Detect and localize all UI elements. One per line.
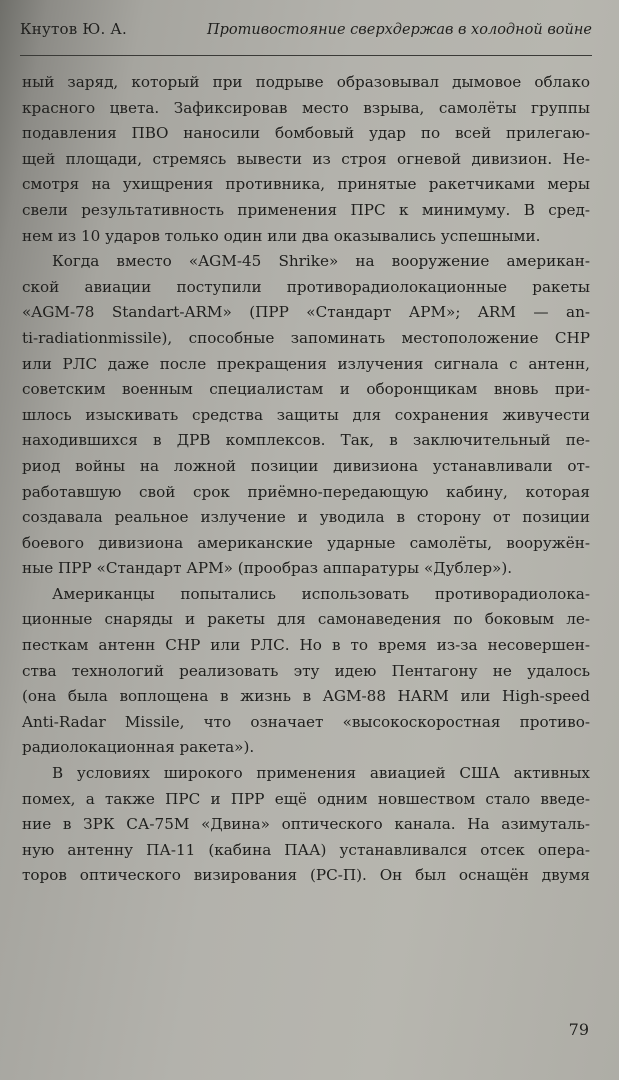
text-line: Американцы попытались использовать противорадиолока- <box>52 584 590 603</box>
header-rule <box>20 55 592 56</box>
text-line: помех, а также ПРС и ПРР ещё одним новшеством стало введе- <box>22 789 590 808</box>
text-line: ный заряд, который при подрыве образовывал дымовое облако <box>22 73 590 91</box>
text-line: щей площади, стремясь вывести из строя огневой дивизион. Не- <box>22 149 590 168</box>
text-line: риод войны на ложной позиции дивизиона устанавливали от- <box>22 456 590 475</box>
text-line: советским военным специалистам и оборонщикам вновь при- <box>22 380 590 399</box>
text-line: ti-radiationmissile), способные запоминать местоположение СНР <box>22 328 590 347</box>
text-line: ской авиации поступили противорадиолокационные ракеты <box>22 277 590 296</box>
text-line: ционные снаряды и ракеты для самонаведения по боковым ле- <box>22 610 590 629</box>
text-line: В условиях широкого применения авиацией США активных <box>52 764 590 783</box>
text-line: создавала реальное излучение и уводила в сторону от позиции <box>22 508 590 527</box>
text-line: ства технологий реализовать эту идею Пентагону не удалось <box>22 661 590 680</box>
text-line: ную антенну ПА-11 (кабина ПАА) устанавливался отсек опера- <box>22 840 590 859</box>
text-line: радиолокационная ракета»). <box>22 738 255 757</box>
running-head <box>20 14 592 48</box>
text-line: шлось изыскивать средства защиты для сохранения живучести <box>22 405 590 424</box>
text-line: красного цвета. Зафиксировав место взрыва, самолёты группы <box>22 98 590 117</box>
body-text <box>22 70 590 889</box>
text-line: Anti-Radar Missile, что означает «высокоскоростная противо- <box>22 712 590 731</box>
text-line: боевого дивизиона американские ударные самолёты, вооружён- <box>22 533 590 552</box>
page-number: 79 <box>568 1020 589 1039</box>
text-line: находившихся в ДРВ комплексов. Так, в заключительный пе- <box>22 431 590 450</box>
running-head-author: Кнутов Ю. А. <box>20 20 127 38</box>
text-line: подавления ПВО наносили бомбовый удар по всей прилегаю- <box>22 124 590 143</box>
text-line: Когда вместо «AGM-45 Shrike» на вооружение американ- <box>52 252 590 271</box>
text-line: (она была воплощена в жизнь в AGM-88 HARM или High-speed <box>22 687 590 706</box>
text-line: нем из 10 ударов только один или два оказывались успешными. <box>22 226 541 245</box>
text-line: ные ПРР «Стандарт АРМ» (прообраз аппаратуры «Дублер»). <box>22 559 513 578</box>
text-line: песткам антенн СНР или РЛС. Но в то время из-за несовершен- <box>22 636 590 655</box>
text-line: смотря на ухищрения противника, принятые ракетчиками меры <box>22 175 590 194</box>
text-line: работавшую свой срок приёмно-передающую кабину, которая <box>22 482 590 501</box>
text-line: свели результативность применения ПРС к минимуму. В сред- <box>22 200 590 219</box>
text-line: торов оптического визирования (РС-П). Он был оснащён двумя <box>22 866 590 885</box>
running-head-title: Противостояние сверхдержав в холодной войне <box>206 22 592 38</box>
text-line: или РЛС даже после прекращения излучения сигнала с антенн, <box>22 354 590 373</box>
text-line: «AGM-78 Standart-ARM» (ПРР «Стандарт АРМ»; ARM — an- <box>22 303 590 322</box>
text-line: ние в ЗРК СА-75М «Двина» оптического канала. На азимуталь- <box>22 815 590 834</box>
